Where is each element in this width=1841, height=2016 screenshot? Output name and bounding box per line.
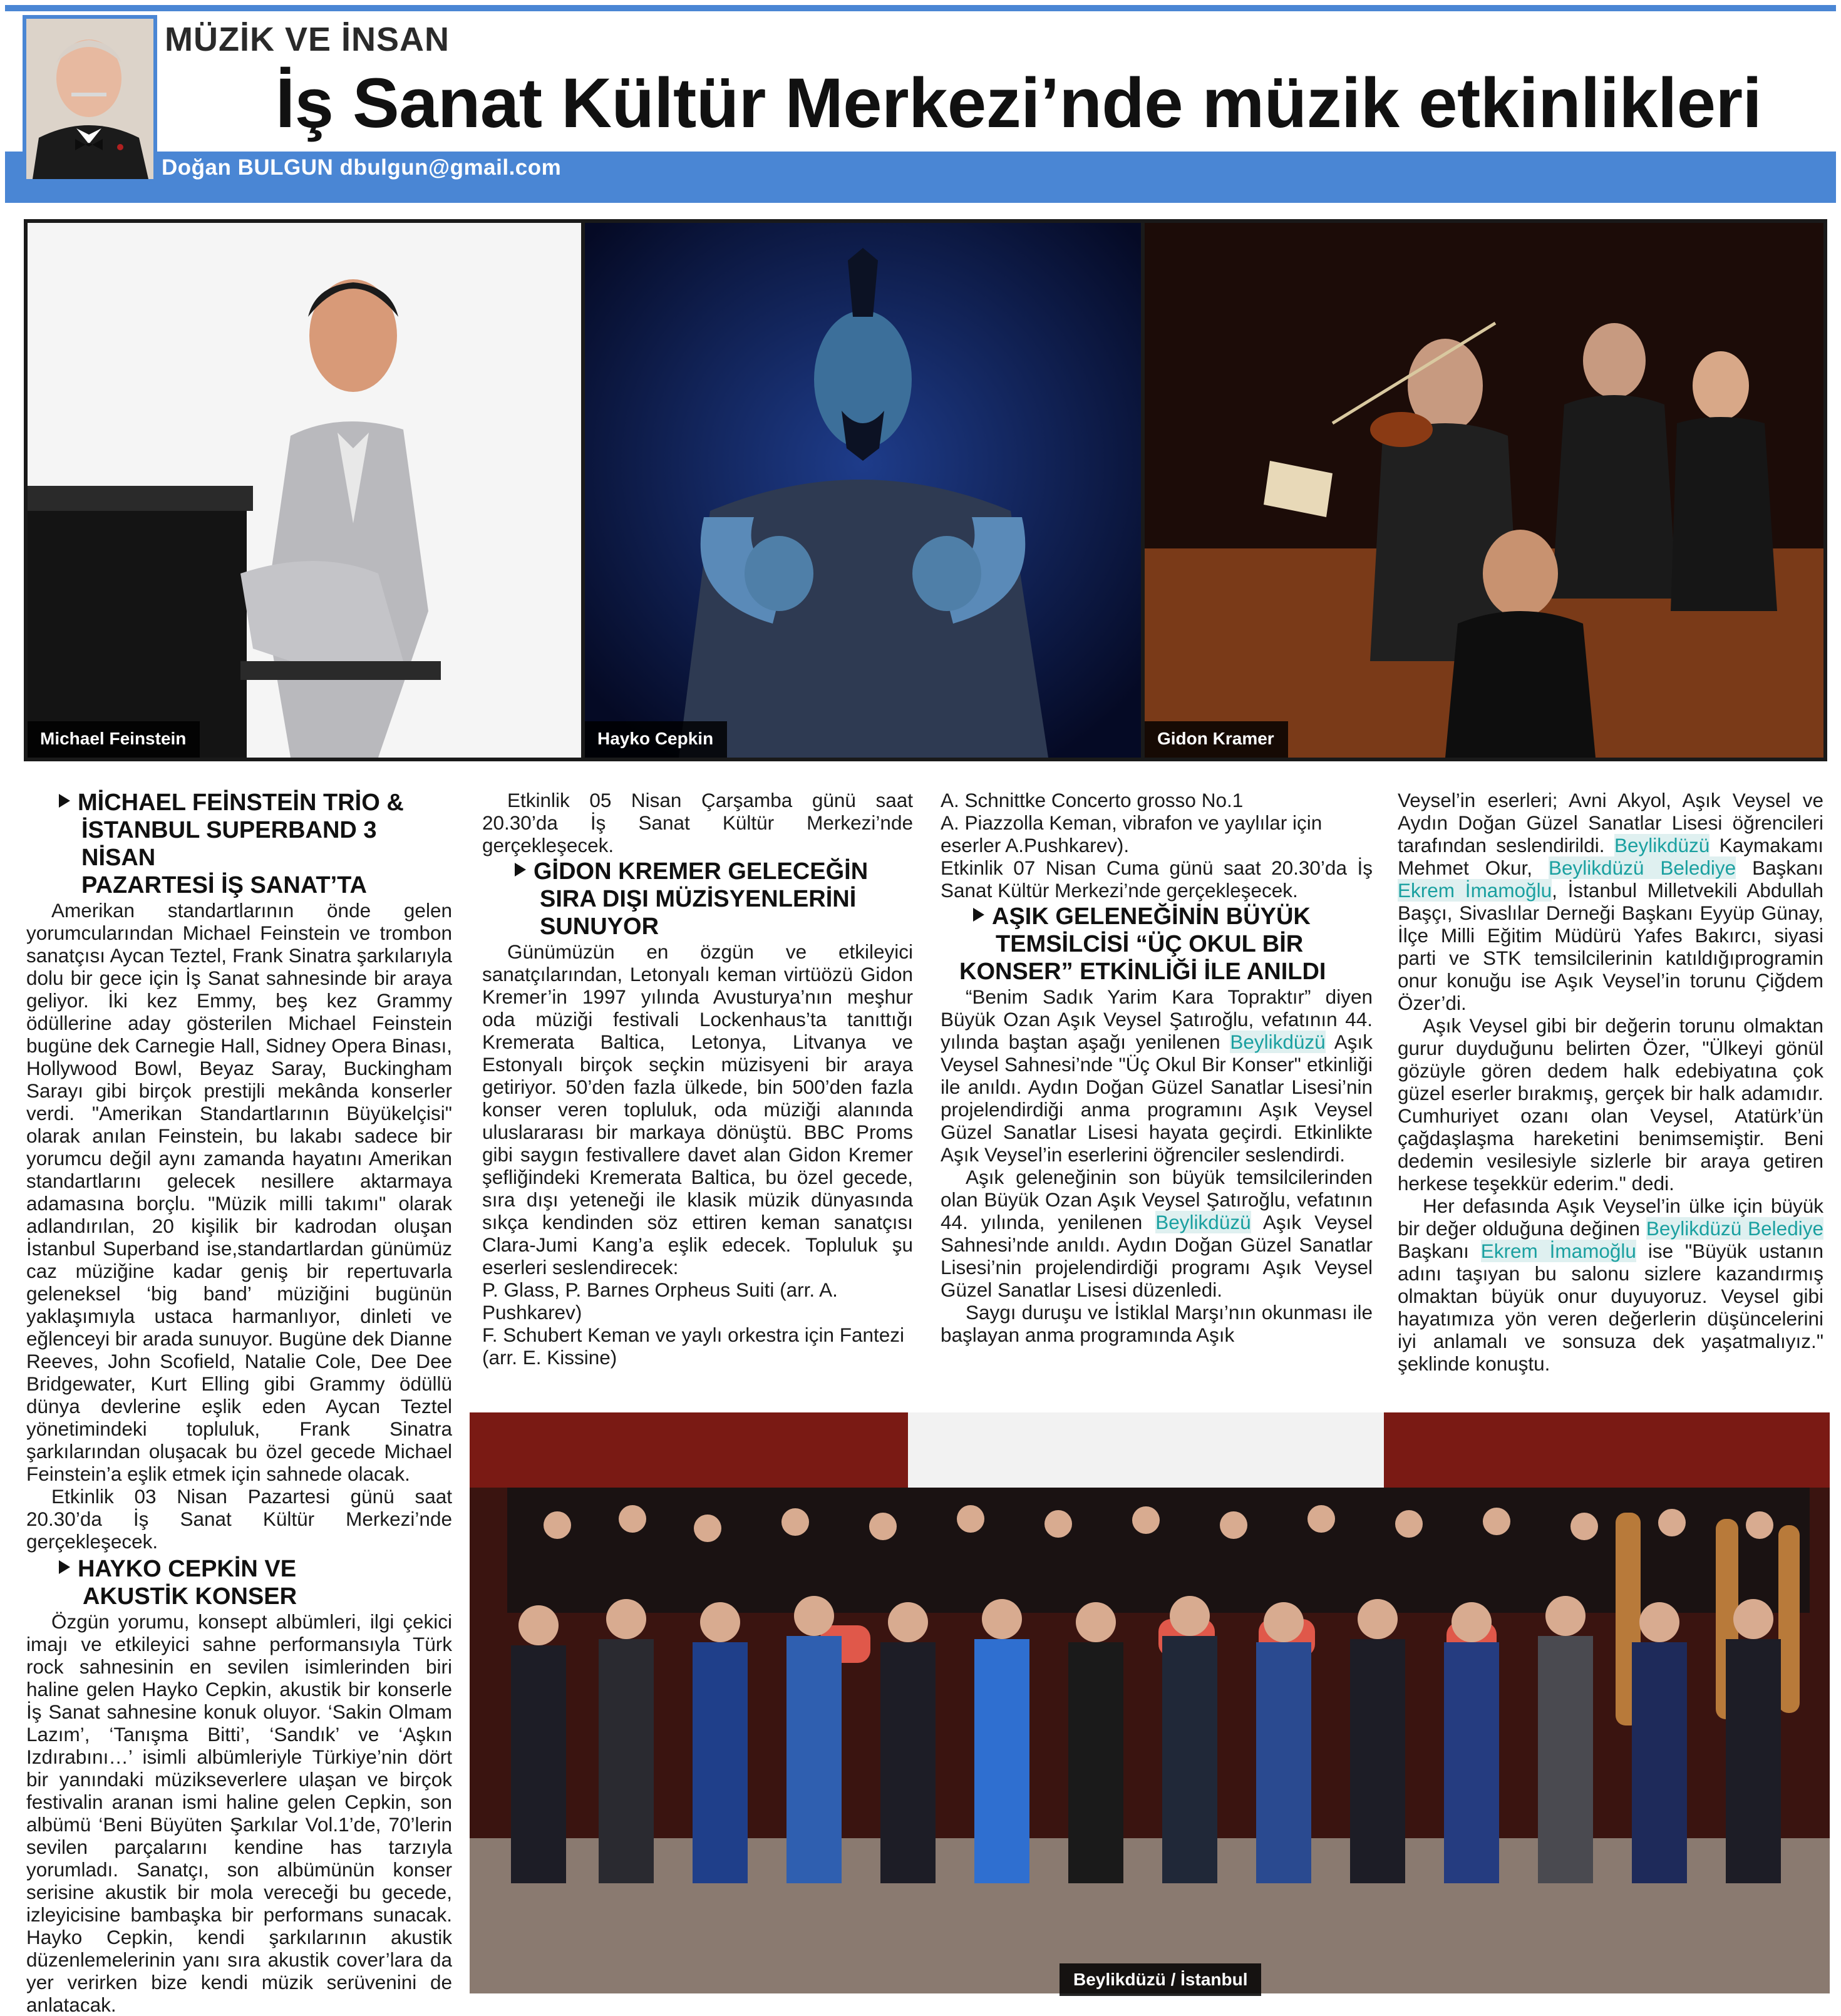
subhead-line: İSTANBUL SUPERBAND 3 NİSAN	[81, 817, 377, 871]
photo-caption: Beylikdüzü / İstanbul	[1060, 1963, 1261, 1996]
paragraph: Etkinlik 05 Nisan Çarşamba günü saat 20.30’da İş Sanat Kültür Merkezi’nde gerçekleşecek.	[482, 789, 913, 856]
text-run: Her defasında Aşık Veysel’in ülke için büyük bir değer olduğuna değinen	[1398, 1195, 1823, 1240]
text-run: “Benim Sadık Yarim Kara Topraktır” diyen Büyük Ozan Aşık Veysel Şatıroğlu, vefatının 44. yılında baştan aşağı yenilenen	[941, 985, 1373, 1053]
subhead-asik-veysel	[941, 903, 1373, 985]
highlight-beylikduzu: Beylikdüzü	[1155, 1211, 1251, 1233]
photo-caption: Gidon Kramer	[1145, 721, 1288, 758]
page-title: İş Sanat Kültür Merkezi’nde müzik etkinlikleri	[276, 64, 1762, 142]
article-column-1	[26, 789, 452, 2016]
text-run: Başkanı	[1752, 856, 1823, 879]
subhead-line: TEMSİLCİSİ “ÜÇ OKUL BİR	[996, 931, 1304, 957]
text-run: Veysel’in eserleri; Avni Akyol, Aşık Veysel ve Aydın Doğan Güzel Sanatlar Lisesi öğrencileri tarafından seslendirildi.	[1398, 789, 1823, 856]
article-header	[5, 5, 1836, 197]
highlight-beylikduzu-belediye: Beylikdüzü Belediye	[1549, 856, 1736, 879]
subhead-line: SIRA DIŞI MÜZİSYENLERİNİ	[540, 886, 857, 912]
text-run: Aşık Veysel Sahnesi’nde "Üç Okul Bir Konser" etkinliği ile anıldı. Aydın Doğan Güzel Sanatlar Lisesi’nin projelendirdiği anma programını Aşık Veysel Güzel Sanatlar Lisesi hayata geçirdi. Etkinlikte Aşık Veysel’in eserlerini öğrenciler seslendirdi.	[941, 1031, 1373, 1166]
program-item: A. Schnittke Concerto grosso No.1	[941, 789, 1244, 811]
bullet-arrow-icon	[515, 863, 526, 877]
photo-caption: Michael Feinstein	[28, 721, 200, 758]
text-run: , İstanbul Milletvekili Abdullah Başçı, Sivaslılar Derneği Başkanı Eyyüp Günay, İlçe Milli Eğitim Müdürü Yafes Bakırcı, siyasi parti ve STK temsilcilerinin katıldığıprogramin onur konuğu ise Aşık Veysel’in torunu Çiğdem Özer’di.	[1398, 879, 1823, 1014]
article-column-4	[1398, 789, 1823, 1375]
photo-gidon-kremer	[1145, 223, 1823, 758]
highlight-beylikduzu: Beylikdüzü	[1230, 1031, 1326, 1053]
bullet-arrow-icon	[973, 908, 984, 922]
paragraph: Etkinlik 03 Nisan Pazartesi günü saat 20.30’da İş Sanat Kültür Merkezi’nde gerçekleşecek.	[26, 1485, 452, 1553]
subhead-line: KONSER” ETKİNLİĞİ İLE ANILDI	[959, 959, 1326, 985]
photo-hayko-cepkin	[585, 223, 1141, 758]
program-item: P. Glass, P. Barnes Orpheus Suiti (arr. A. Pushkarev)	[482, 1278, 838, 1324]
text-run: Kaymakamı Mehmet Okur,	[1398, 834, 1823, 879]
text-run: Başkanı	[1398, 1240, 1469, 1262]
highlight-beylikduzu: Beylikdüzü	[1614, 834, 1710, 856]
subhead-line: AŞIK GELENEĞİNİN BÜYÜK	[992, 903, 1311, 930]
highlight-beylikduzu-belediye: Beylikdüzü Belediye	[1646, 1217, 1823, 1240]
highlight-ekrem-imamoglu: Ekrem İmamoğlu	[1480, 1240, 1636, 1262]
text-run: ise "Büyük ustanın adını taşıyan bu salonu sizlere kazandırmış olmaktan büyük onur duyuyoruz. Veysel gibi hayatımıza yön veren değerlerin düşüncelerini iyi anlamalı ve sonsuza dek yaşatmalıyız." şeklinde konuştu.	[1398, 1240, 1823, 1375]
article-column-3	[941, 789, 1373, 1346]
author-portrait	[23, 15, 157, 183]
photo-caption: Hayko Cepkin	[585, 721, 727, 758]
paragraph: Özgün yorumu, konsept albümleri, ilgi çekici imajı ve etkileyici sahne performansıyla Türk rock sahnesinin en sevilen isimlerinden biri haline gelen Hayko Cepkin, akustik bir konserle İş Sanat sahnesine konuk oluyor. ‘Sakin Olmam Lazım’, ‘Tanışma Bitti’, ‘Sandık’ ve ‘Aşkın Izdırabını…’ isimli albümleriyle Türkiye’nin dört bir yanındaki müzikseverlere ulaşan ve birçok festivalin aranan ismi haline gelen Cepkin, son albümü ‘Beni Büyüten Şarkılar Vol.1’de, 70’lerin sevilen parçalarını kendine has tarzıyla yorumladı. Sanatçı, son albümünün konser serisine akustik bir mola vereceği bu gecede, izleyicisine bambaşka bir performans sunacak. Hayko Cepkin, kendi şarkılarının akustik düzenlemelerinin yanı sıra akustik cover’lara da yer verirken bize kendi müzik serüvenini de anlatacak.	[26, 1610, 452, 2016]
section-title: MÜZİK VE İNSAN	[165, 21, 450, 58]
paragraph	[1398, 789, 1823, 1014]
photo-strip	[24, 219, 1827, 761]
paragraph: Günümüzün en özgün ve etkileyici sanatçılarından, Letonyalı keman virtüözü Gidon Kremer’in 1997 yılında Avusturya’nın meşhur oda müziği festivali Lockenhaus’ta tanıttığı Kremerata Baltica, Letonya, Litvanya ve Estonyalı birçok seçkin müzisyeni bir araya getiriyor. 50’den fazla ülkede, bin 500’den fazla konser veren topluluk, oda müziği alanında uluslararası bir markaya dönüştü. BBC Proms gibi saygın festivallere davet alan Gidon Kremer şefliğindeki Kremerata Baltica, bu özel gecede, sıra dışı yeteneği ile klasik müzik dünyasında sıkça kendinden söz ettiren keman sanatçısı Clara-Jumi Kang’a eşlik edecek. Topluluk şu eserleri seslendirecek:	[482, 940, 913, 1278]
paragraph	[1398, 1195, 1823, 1375]
author-byline: Doğan BULGUN dbulgun@gmail.com	[162, 155, 562, 180]
paragraph: Aşık Veysel gibi bir değerin torunu olmaktan gurur duyduğunu belirten Özer, "Ülkeyi gönül gözüyle gören dedem halk edebiyatına çok güzel eserler bırakmış, gerçek bir halk adamıdır. Cumhuriyet ozanı olan Veysel, Atatürk’ün çağdaşlaşma hareketini benimsemiştir. Beni dedemin vesilesiyle sizlerle bir araya getiren herkese teşekkür ederim." dedi.	[1398, 1014, 1823, 1195]
bullet-arrow-icon	[59, 794, 70, 808]
text-run: Aşık geleneğinin son büyük temsilcilerinden olan Büyük Ozan Aşık Veysel Şatıroğlu, vefatının 44. yılında, yenilenen	[941, 1166, 1373, 1233]
paragraph: Etkinlik 07 Nisan Cuma günü saat 20.30’da İş Sanat Kültür Merkezi’nde gerçekleşecek.	[941, 856, 1373, 902]
paragraph	[941, 985, 1373, 1166]
photo-michael-feinstein	[28, 223, 581, 758]
subhead-line: SUNUYOR	[540, 913, 659, 940]
subhead-line: MİCHAEL FEİNSTEİN TRİO &	[78, 789, 404, 816]
text-run: Aşık Veysel Sahnesi’nde anıldı. Aydın Doğan Güzel Sanatlar Lisesi’nin projelendirdiği programı Aşık Veysel Güzel Sanatlar Lisesi düzenledi.	[941, 1211, 1373, 1301]
subhead-hayko	[26, 1555, 452, 1610]
subhead-kremer	[482, 858, 913, 940]
paragraph: Saygı duruşu ve İstiklal Marşı’nın okunması ile başlayan anma programında Aşık	[941, 1301, 1373, 1346]
photo-beylikduzu-group	[470, 1412, 1830, 1993]
bullet-arrow-icon	[59, 1560, 70, 1574]
paragraph	[941, 1166, 1373, 1301]
program-item: F. Schubert Keman ve yaylı orkestra için Fantezi (arr. E. Kissine)	[482, 1324, 905, 1369]
subhead-line: AKUSTİK KONSER	[83, 1583, 297, 1610]
subhead-feinstein	[26, 789, 452, 899]
article-column-2	[482, 789, 913, 1369]
program-item: A. Piazzolla Keman, vibrafon ve yaylılar için eserler A.Pushkarev).	[941, 811, 1323, 856]
subhead-line: GİDON KREMER GELECEĞİN	[534, 858, 869, 885]
highlight-ekrem-imamoglu: Ekrem İmamoğlu	[1398, 879, 1552, 902]
subhead-line: HAYKO CEPKİN VE	[78, 1556, 297, 1582]
subhead-line: PAZARTESİ İŞ SANAT’TA	[81, 872, 367, 898]
paragraph: Amerikan standartlarının önde gelen yorumcularından Michael Feinstein ve trombon sanatçısı Aycan Teztel, Frank Sinatra şarkılarıyla dolu bir gece için İş Sanat sahnesinde bir araya geliyor. İki kez Emmy, beş kez Grammy ödüllerine aday gösterilen Michael Feinstein bugüne dek Carnegie Hall, Sidney Opera Binası, Hollywood Bowl, Beyaz Saray, Buckingham Sarayı gibi birçok prestijli mekânda konserler verdi. "Amerikan Standartlarının Büyükelçisi" olarak anılan Feinstein, bu lakabı sadece bir yorumcu değil aynı zamanda hayatını Amerikan standartlarını gelecek nesillere aktarmaya adamasına borçlu. "Müzik milli takımı" olarak adlandırılan, 20 kişilik bir kadrodan oluşan İstanbul Superband ise,standartlardan günümüz caz müziğine kadar geniş bir repertuvarla geleneksel ‘big band’ müziğini bugünün yaklaşımıyla ustaca harmanlıyor, dinleti ve eğlenceyi bir arada sunuyor. Bugüne dek Dianne Reeves, John Scofield, Natalie Cole, Dee Dee Bridgewater, Kurt Elling gibi Grammy ödüllü dünya devlerine eşlik eden Aycan Teztel yönetimindeki topluluk, Frank Sinatra şarkılarından oluşacak bu özel gecede Michael Feinstein’a eşlik etmek için sahnede olacak.	[26, 899, 452, 1485]
